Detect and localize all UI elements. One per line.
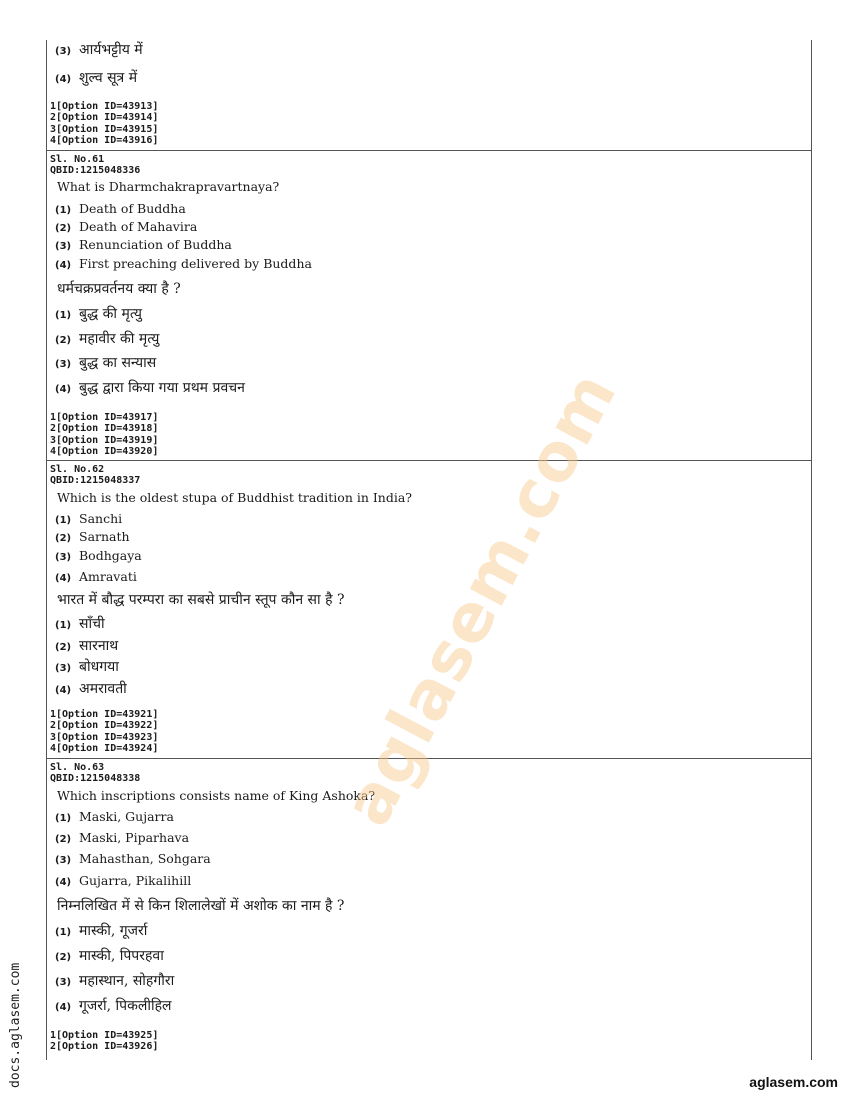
q63-option-hi-1: (1) मास्की, गूजर्रा (55, 923, 148, 939)
q61-option-en-1: (1) Death of Buddha (55, 201, 186, 216)
q63-option-en-1: (1) Maski, Gujarra (55, 809, 174, 824)
q63-option-en-2: (2) Maski, Piparhava (55, 830, 190, 845)
q62-option-en-3: (3) Bodhgaya (55, 548, 142, 563)
q62-option-ids: 1[Option ID=43921] 2[Option ID=43922] 3[Option ID=43923] 4[Option ID=43924] (50, 709, 159, 755)
q61-question-en: What is Dharmchakrapravartnaya? (57, 179, 280, 194)
question-divider (47, 460, 811, 461)
q61-serial-number: Sl. No.61 (50, 154, 105, 165)
q60-option-3: (3) आर्यभट्टीय में (55, 42, 143, 58)
q63-option-en-4: (4) Gujarra, Pikalihill (55, 873, 192, 888)
q61-option-hi-4: (4) बुद्ध द्वारा किया गया प्रथम प्रवचन (55, 380, 245, 396)
q62-question-hi: भारत में बौद्ध परम्परा का सबसे प्राचीन स्तूप कौन सा है ? (57, 592, 345, 608)
q62-option-hi-2: (2) सारनाथ (55, 638, 119, 654)
q63-option-ids: 1[Option ID=43925] 2[Option ID=43926] (50, 1030, 159, 1053)
watermark: aglasem.com (328, 359, 632, 838)
question-paper-frame (46, 40, 812, 1060)
question-divider (47, 758, 811, 759)
q62-option-en-1: (1) Sanchi (55, 511, 123, 526)
q63-question-en: Which inscriptions consists name of King Ashoka? (57, 788, 376, 803)
q63-serial-number: Sl. No.63 (50, 762, 105, 773)
q62-option-hi-3: (3) बोधगया (55, 659, 119, 675)
q63-option-hi-4: (4) गूजर्रा, पिकलीहिल (55, 998, 172, 1014)
q61-option-en-2: (2) Death of Mahavira (55, 219, 198, 234)
footer-brand: aglasem.com (749, 1074, 838, 1090)
question-divider (47, 150, 811, 151)
q63-qbid: QBID:1215048338 (50, 773, 141, 784)
q62-option-hi-1: (1) साँची (55, 616, 105, 632)
q61-option-hi-3: (3) बुद्ध का सन्यास (55, 355, 157, 371)
q61-qbid: QBID:1215048336 (50, 165, 141, 176)
q61-option-hi-2: (2) महावीर की मृत्यु (55, 331, 160, 347)
q63-question-hi: निम्नलिखित में से किन शिलालेखों में अशोक का नाम है ? (57, 898, 345, 914)
q61-option-en-4: (4) First preaching delivered by Buddha (55, 256, 312, 271)
q61-option-hi-1: (1) बुद्ध की मृत्यु (55, 306, 143, 322)
q63-option-en-3: (3) Mahasthan, Sohgara (55, 851, 211, 866)
q62-qbid: QBID:1215048337 (50, 475, 141, 486)
q63-option-hi-2: (2) मास्की, पिपरहवा (55, 948, 164, 964)
q62-question-en: Which is the oldest stupa of Buddhist tradition in India? (57, 490, 413, 505)
q62-option-en-4: (4) Amravati (55, 569, 137, 584)
q60-option-ids: 1[Option ID=43913] 2[Option ID=43914] 3[Option ID=43915] 4[Option ID=43916] (50, 101, 159, 147)
q61-option-en-3: (3) Renunciation of Buddha (55, 237, 232, 252)
q62-option-en-2: (2) Sarnath (55, 529, 130, 544)
q62-option-hi-4: (4) अमरावती (55, 681, 127, 697)
q62-serial-number: Sl. No.62 (50, 464, 105, 475)
q60-option-4: (4) शुल्व सूत्र में (55, 70, 138, 86)
q61-question-hi: धर्मचक्रप्रवर्तनय क्या है ? (57, 281, 181, 297)
q63-option-hi-3: (3) महास्थान, सोहगौरा (55, 973, 175, 989)
q61-option-ids: 1[Option ID=43917] 2[Option ID=43918] 3[Option ID=43919] 4[Option ID=43920] (50, 412, 159, 458)
side-url: docs.aglasem.com (8, 962, 23, 1088)
